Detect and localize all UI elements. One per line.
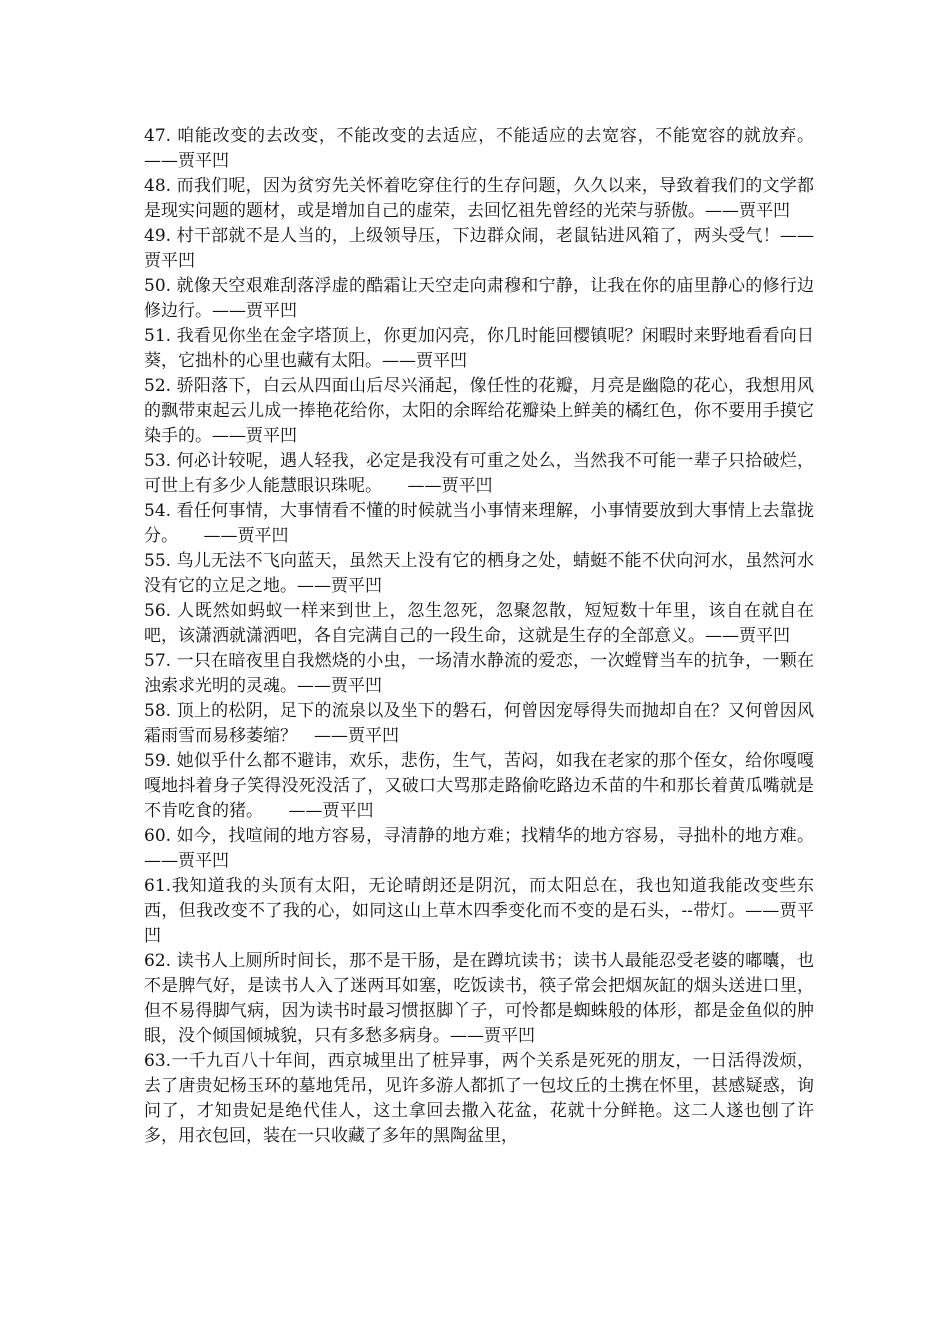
quote-63: 63.一千九百八十年间，西京城里出了桩异事，两个关系是死死的朋友，一日活得泼烦，去了唐贵妃杨玉环的墓地凭吊，见许多游人都抓了一包坟丘的土携在怀里，甚感疑惑，询问了，才知贵妃是绝代佳人，这土拿回去撒入花盆，花就十分鲜艳。这二人遂也刨了许多，用衣包回，装在一只收藏了多年的黑陶盆里， <box>144 1051 814 1146</box>
quote-51: 51. 我看见你坐在金字塔顶上，你更加闪亮，你几时能回樱镇呢？闲暇时来野地看看向日葵，它拙朴的心里也藏有太阳。——贾平凹 <box>144 326 814 371</box>
quote-49: 49. 村干部就不是人当的，上级领导压，下边群众闹，老鼠钻进风箱了，两头受气！——贾平凹 <box>144 226 814 271</box>
quote-60: 60. 如今，找喧闹的地方容易，寻清静的地方难；找精华的地方容易，寻拙朴的地方难。——贾平凹 <box>144 826 814 871</box>
quote-47: 47. 咱能改变的去改变，不能改变的去适应，不能适应的去宽容，不能宽容的就放弃。——贾平凹 <box>144 126 814 171</box>
quote-62: 62. 读书人上厕所时间长，那不是干肠，是在蹲坑读书；读书人最能忍受老婆的嘟囔，也不是脾气好，是读书人入了迷两耳如塞，吃饭读书，筷子常会把烟灰缸的烟头送进口里，但不易得脚气病，因为读书时最习惯抠脚丫子，可怜都是蜘蛛般的体形，都是金鱼似的肿眼，没个倾国倾城貌，只有多愁多病身。——贾平凹 <box>144 951 814 1046</box>
quote-52: 52. 骄阳落下，白云从四面山后尽兴涌起，像任性的花瓣，月亮是幽隐的花心，我想用风的飘带束起云儿成一捧艳花给你，太阳的余晖给花瓣染上鲜美的橘红色，你不要用手摸它染手的。——贾平凹 <box>144 376 814 446</box>
quote-59: 59. 她似乎什么都不避讳，欢乐，悲伤，生气，苦闷，如我在老家的那个侄女，给你嘎嘎嘎地抖着身子笑得没死没活了，又破口大骂那走路偷吃路边禾苗的牛和那长着黄瓜嘴就是不肯吃食的猪。 ——贾平凹 <box>144 751 814 821</box>
document-body <box>144 124 814 1149</box>
quote-55: 55. 鸟儿无法不飞向蓝天，虽然天上没有它的栖身之处，蜻蜓不能不伏向河水，虽然河水没有它的立足之地。——贾平凹 <box>144 551 814 596</box>
quote-53: 53. 何必计较呢，遇人轻我，必定是我没有可重之处么，当然我不可能一辈子只拾破烂，可世上有多少人能慧眼识珠呢。 ——贾平凹 <box>144 451 814 496</box>
quote-48: 48. 而我们呢，因为贫穷先关怀着吃穿住行的生存问题，久久以来，导致着我们的文学都是现实问题的题材，或是增加自己的虚荣，去回忆祖先曾经的光荣与骄傲。——贾平凹 <box>144 176 814 221</box>
quote-56: 56. 人既然如蚂蚁一样来到世上，忽生忽死，忽聚忽散，短短数十年里，该自在就自在吧，该潇洒就潇洒吧，各自完满自己的一段生命，这就是生存的全部意义。——贾平凹 <box>144 601 814 646</box>
quote-50: 50. 就像天空艰难刮落浮虚的酷霜让天空走向肃穆和宁静，让我在你的庙里静心的修行边修边行。——贾平凹 <box>144 276 814 321</box>
quote-57: 57. 一只在暗夜里自我燃烧的小虫，一场清水静流的爱恋，一次螳臂当车的抗争，一颗在浊索求光明的灵魂。——贾平凹 <box>144 651 814 696</box>
quote-58: 58. 顶上的松阴，足下的流泉以及坐下的磐石，何曾因宠辱得失而抛却自在？又何曾因风霜雨雪而易移萎缩？ ——贾平凹 <box>144 701 814 746</box>
quote-54: 54. 看任何事情，大事情看不懂的时候就当小事情来理解，小事情要放到大事情上去靠拢分。 ——贾平凹 <box>144 501 814 546</box>
quote-61: 61.我知道我的头顶有太阳，无论晴朗还是阴沉，而太阳总在，我也知道我能改变些东西，但我改变不了我的心，如同这山上草木四季变化而不变的是石头，--带灯。——贾平凹 <box>144 876 814 946</box>
